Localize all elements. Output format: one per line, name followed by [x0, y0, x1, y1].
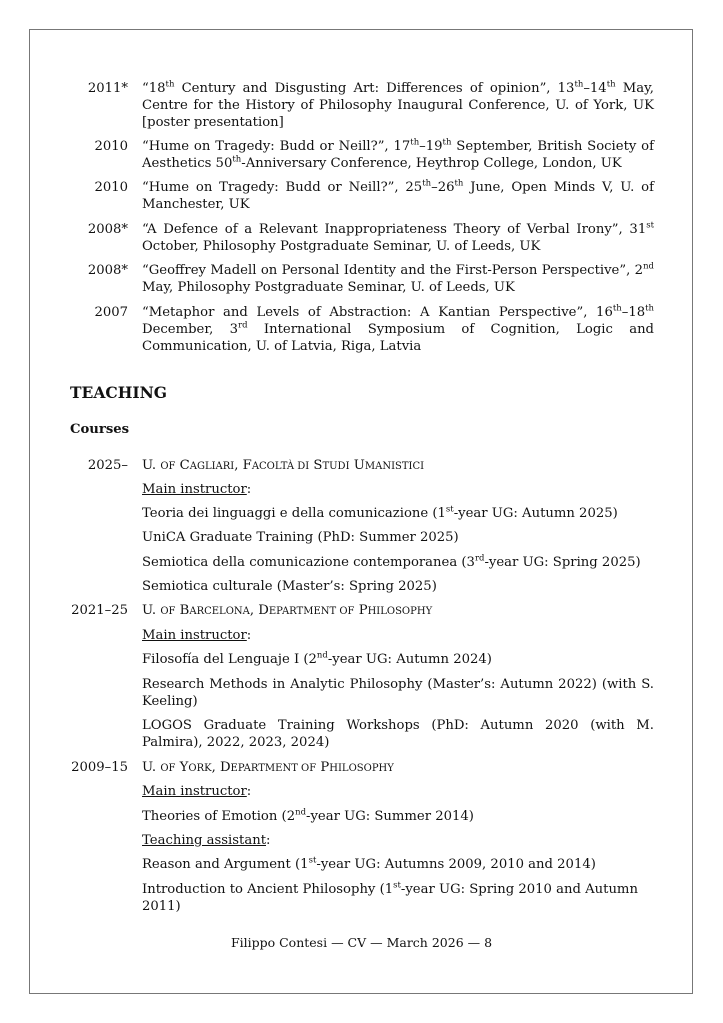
course-item: Semiotica culturale (Master’s: Spring 2025) — [142, 579, 437, 594]
course-item: Teoria dei linguaggi e della comunicazione (1st-year UG: Autumn 2025) — [142, 504, 618, 521]
course-item: Reason and Argument (1st-year UG: Autumns 2009, 2010 and 2014) — [142, 855, 596, 872]
talk-year: 2008* — [87, 222, 128, 237]
talk-title: “Geoffrey Madell on Personal Identity and the First-Person Perspective”, 2nd May, Philosophy Postgraduate Seminar, U. of Leeds, UK — [142, 261, 654, 295]
talk-entry — [70, 221, 654, 255]
talk-entry — [70, 80, 654, 131]
talk-year: 2007 — [94, 305, 128, 320]
course-item: Research Methods in Analytic Philosophy (Master’s: Autumn 2022) (with S. Keeling) — [142, 677, 654, 709]
course-item: Introduction to Ancient Philosophy (1st-year UG: Spring 2010 and Autumn 2011) — [142, 880, 638, 914]
role-label: Main instructor: — [142, 628, 252, 643]
course-institution-row — [70, 457, 654, 474]
course-years: 2009–15 — [71, 760, 128, 775]
talk-entry — [70, 304, 654, 355]
talk-title: “Hume on Tragedy: Budd or Neill?”, 25th–26th June, Open Minds V, U. of Manchester, UK — [142, 178, 655, 212]
talk-year: 2010 — [94, 180, 128, 195]
course-institution: U. OF CAGLIARI, FACOLTÀ DI STUDI UMANISTICI — [142, 458, 425, 473]
course-item: Filosofía del Lenguaje I (2nd-year UG: Autumn 2024) — [142, 650, 492, 667]
talk-entry — [70, 262, 654, 296]
talk-year: 2010 — [94, 139, 128, 154]
subsection-title: Courses — [70, 422, 130, 437]
course-item: Theories of Emotion (2nd-year UG: Summer 2014) — [142, 807, 474, 824]
section-title: TEACHING — [70, 383, 168, 402]
talk-title: “A Defence of a Relevant Inappropriateness Theory of Verbal Irony”, 31st October, Philosophy Postgraduate Seminar, U. of Leeds, UK — [142, 220, 654, 254]
course-institution: U. OF BARCELONA, DEPARTMENT OF PHILOSOPHY — [142, 603, 433, 618]
course-item: LOGOS Graduate Training Workshops (PhD: Autumn 2020 (with M. Palmira), 2022, 2023, 2024) — [142, 718, 654, 750]
talk-year: 2011* — [87, 81, 128, 96]
course-item: UniCA Graduate Training (PhD: Summer 2025) — [142, 530, 459, 545]
course-years: 2025– — [87, 458, 128, 473]
role-label: Teaching assistant: — [142, 833, 271, 848]
talk-title: “Metaphor and Levels of Abstraction: A Kantian Perspective”, 16th–18th December, 3rd International Symposium of Cognition, Logic and Communication, U. of Latvia, Riga, Latvia — [142, 303, 655, 354]
talk-entry — [70, 179, 654, 213]
course-institution: U. OF YORK, DEPARTMENT OF PHILOSOPHY — [142, 760, 394, 775]
talk-entry — [70, 138, 654, 172]
course-years: 2021–25 — [71, 603, 128, 618]
talk-title: “Hume on Tragedy: Budd or Neill?”, 17th–19th September, British Society of Aesthetics 50th-Anniversary Conference, Heythrop College, London, UK — [142, 137, 654, 171]
talk-year: 2008* — [87, 263, 128, 278]
role-label: Main instructor: — [142, 482, 252, 497]
course-item: Semiotica della comunicazione contemporanea (3rd-year UG: Spring 2025) — [142, 553, 641, 570]
course-institution-row — [70, 602, 654, 619]
talk-title: “18th Century and Disgusting Art: Differences of opinion”, 13th–14th May, Centre for the History of Philosophy Inaugural Conference, U. of York, UK [poster presentation] — [142, 79, 654, 130]
role-label: Main instructor: — [142, 784, 252, 799]
course-institution-row — [70, 759, 654, 776]
page-footer: Filippo Contesi — CV — March 2026 — 8 — [230, 935, 493, 950]
